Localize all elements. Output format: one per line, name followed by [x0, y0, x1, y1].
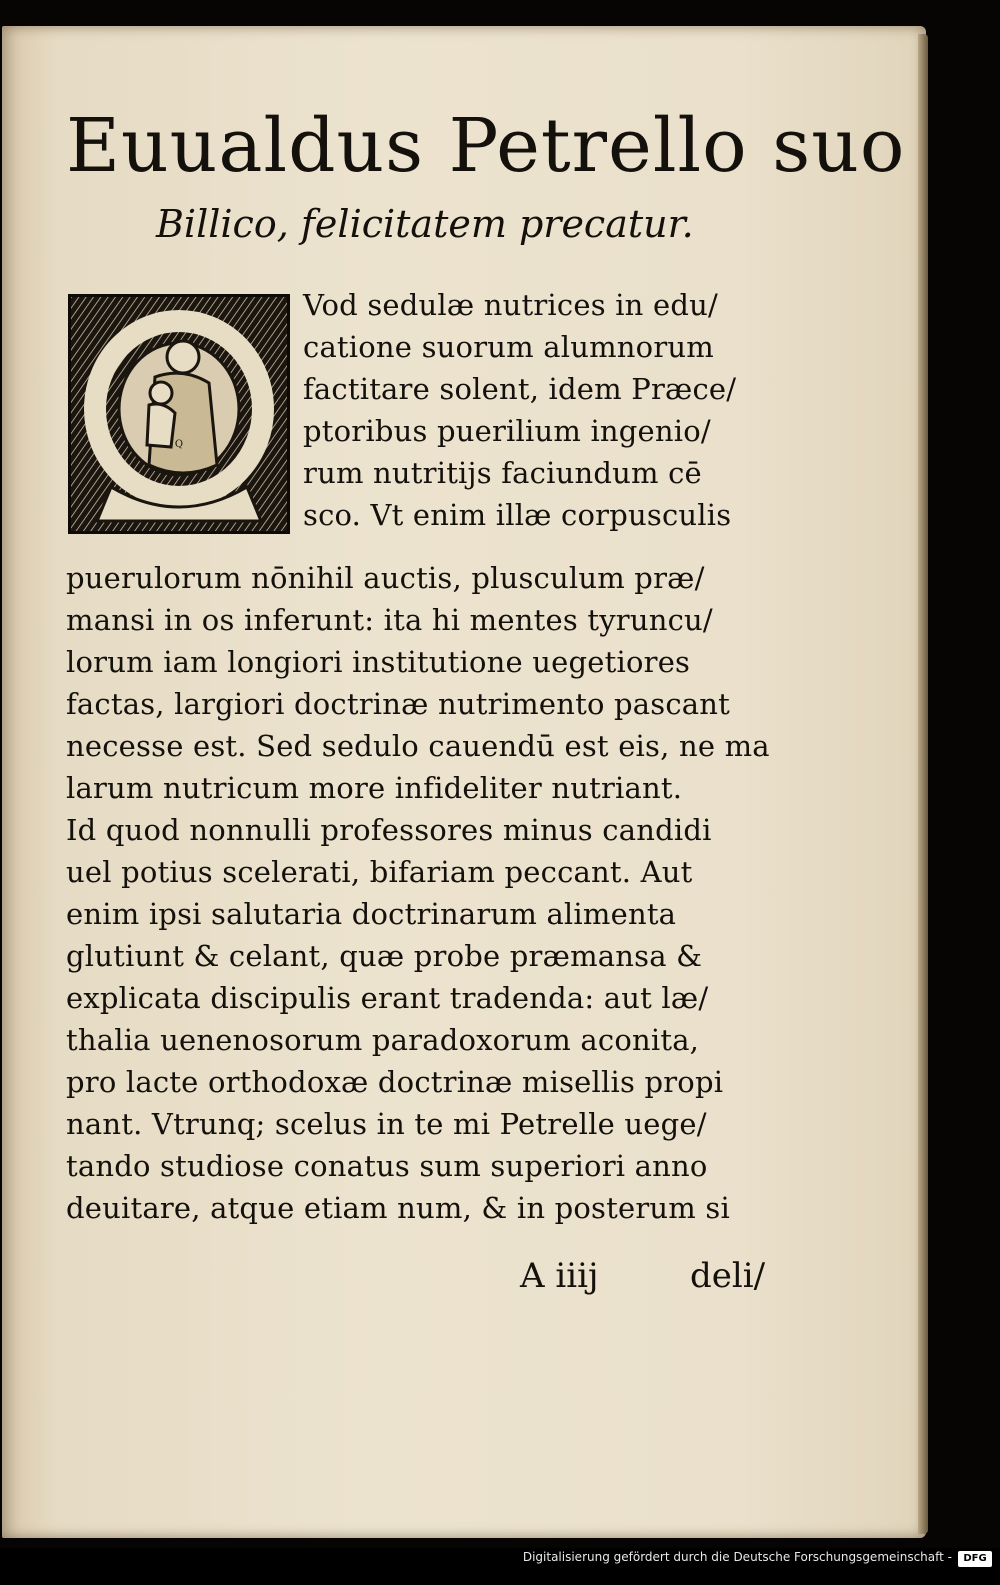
page-edge [918, 34, 928, 1534]
text-line: rum nutritijs faciundum cē [303, 456, 702, 490]
text-line: deuitare, atque etiam num, & in posterum si [66, 1191, 730, 1225]
funding-credit: Digitalisierung gefördert durch die Deutsche Forschungsgemeinschaft - [522, 1550, 952, 1564]
text-line: mansi in os inferunt: ita hi mentes tyruncu/ [66, 603, 713, 637]
dfg-logo-icon: DFG [958, 1551, 992, 1567]
text-line: lorum iam longiori institutione uegetiores [66, 645, 691, 679]
text-line: puerulorum nōnihil auctis, plusculum præ/ [66, 561, 705, 595]
text-line: sco. Vt enim illæ corpusculis [303, 498, 732, 532]
page-title: Euualdus Petrello suo [66, 103, 906, 189]
page-subtitle: Billico, felicitatem precatur. [156, 202, 694, 246]
text-line: enim ipsi salutaria doctrinarum alimenta [66, 897, 677, 931]
text-line: factitare solent, idem Præce/ [303, 372, 737, 406]
signature-mark: A iiij [520, 1256, 599, 1296]
text-line: uel potius scelerati, bifariam peccant. Aut [66, 855, 693, 889]
text-line: catione suorum alumnorum [303, 330, 714, 364]
text-line: thalia uenenosorum paradoxorum aconita, [66, 1023, 700, 1057]
text-line: larum nutricum more infideliter nutriant. [66, 771, 683, 805]
text-line: Id quod nonnulli professores minus candidi [66, 813, 712, 847]
text-line: tando studiose conatus sum superiori anno [66, 1149, 708, 1183]
text-line: ptoribus puerilium ingenio/ [303, 414, 711, 448]
initial-letter: Q [174, 439, 184, 450]
text-line: Vod sedulæ nutrices in edu/ [303, 288, 718, 322]
decorated-initial [68, 294, 290, 534]
catchword: deli/ [690, 1256, 766, 1296]
text-line: nant. Vtrunq; scelus in te mi Petrelle uege/ [66, 1107, 707, 1141]
text-line: explicata discipulis erant tradenda: aut læ/ [66, 981, 709, 1015]
text-line: factas, largiori doctrinæ nutrimento pascant [66, 687, 731, 721]
text-line: pro lacte orthodoxæ doctrinæ misellis propi [66, 1065, 724, 1099]
text-line: necesse est. Sed sedulo cauendū est eis, ne ma [66, 729, 770, 763]
text-line: glutiunt & celant, quæ probe præmansa & [66, 939, 703, 973]
woodcut-illustration [71, 297, 287, 531]
